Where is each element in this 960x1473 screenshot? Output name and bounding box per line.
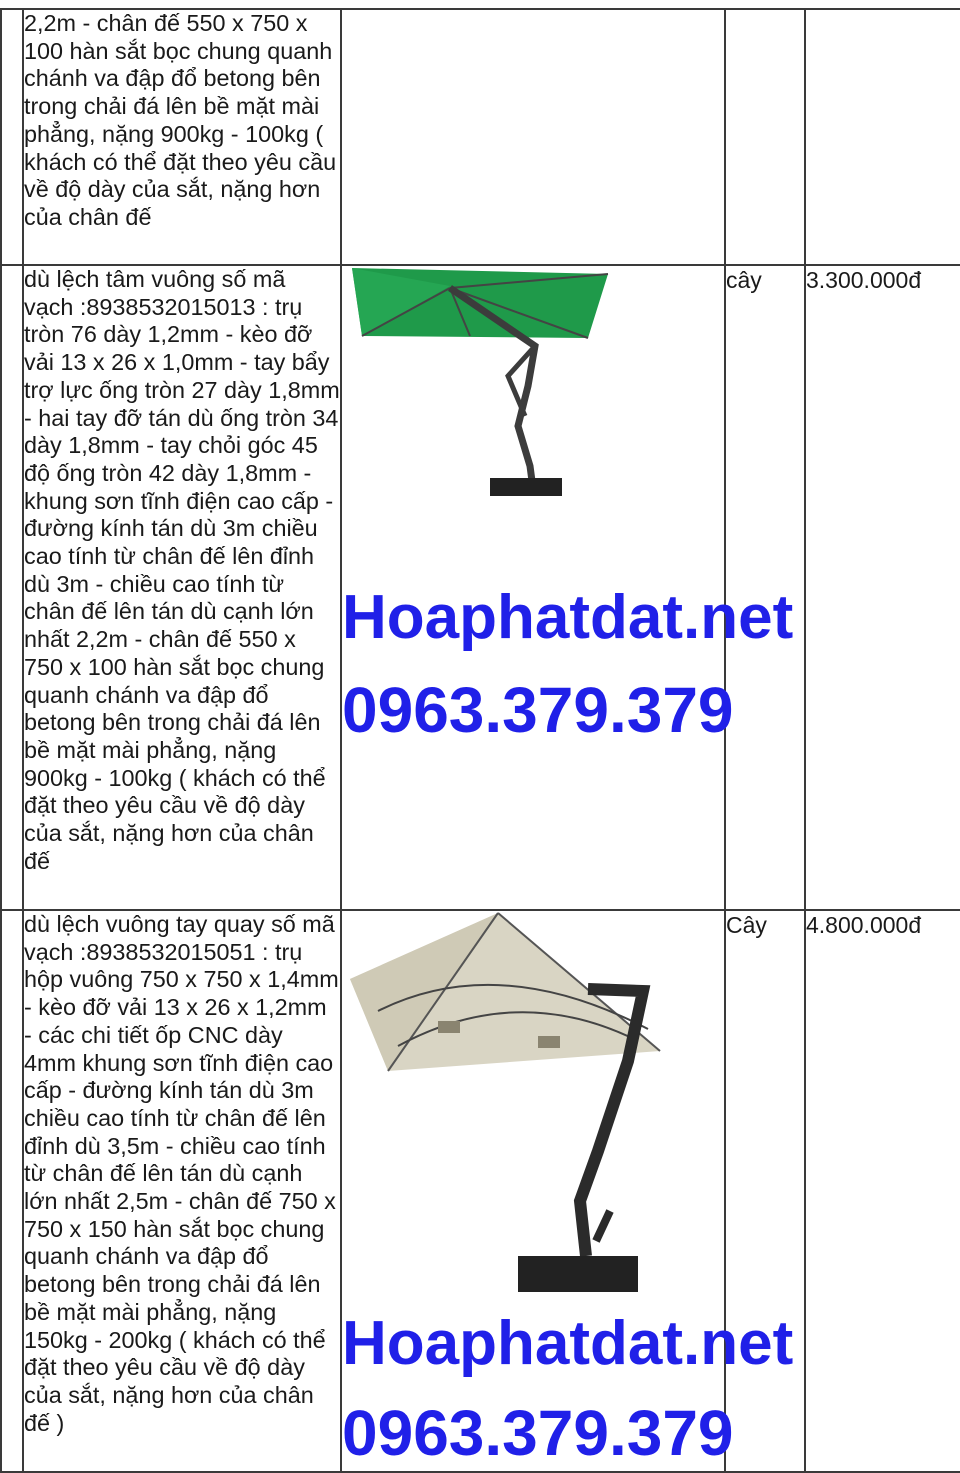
unit-cell <box>725 9 805 265</box>
description-cell: 2,2m - chân đế 550 x 750 x 100 hàn sắt bọc chung quanh chánh va đập đổ betong bên trong chải đá lên bề mặt mài phẳng, nặng 900kg - 100kg ( khách có thể đặt theo yêu cầu về độ dày của sắt, nặng hơn của chân đế <box>23 9 341 265</box>
price-cell: 3.300.000đ <box>805 265 960 910</box>
watermark-site: Hoaphatdat.net <box>342 1309 794 1378</box>
price-table <box>0 8 960 1473</box>
watermark-phone: 0963.379.379 <box>342 674 734 746</box>
watermark-phone: 0963.379.379 <box>342 1397 734 1469</box>
table-row <box>1 9 960 265</box>
cream-square-umbrella-icon <box>348 911 678 1301</box>
index-cell <box>1 9 23 265</box>
table-row <box>1 910 960 1472</box>
green-square-umbrella-icon <box>350 266 610 511</box>
image-cell <box>341 9 725 265</box>
watermark-site: Hoaphatdat.net <box>342 583 794 652</box>
price-cell <box>805 9 960 265</box>
index-cell <box>1 265 23 910</box>
index-cell <box>1 910 23 1472</box>
description-cell: dù lệch vuông tay quay số mã vạch :8938532015051 : trụ hộp vuông 750 x 750 x 1,4mm - kèo đỡ vải 13 x 26 x 1,2mm - các chi tiết ốp CNC dày 4mm khung sơn tĩnh điện cao cấp - đường kính tán dù 3m chiều cao tính từ chân đế lên đỉnh dù 3,5m - chiều cao tính từ chân đế lên tán dù cạnh lớn nhất 2,5m - chân đế 750 x 750 x 150 hàn sắt bọc chung quanh chánh va đập đổ betong bên trong chải đá lên bề mặt mài phẳng, nặng 150kg - 200kg ( khách có thể đặt theo yêu cầu về độ dày của sắt, nặng hơn của chân đế ) <box>23 910 341 1472</box>
unit-cell: cây <box>725 265 805 910</box>
price-cell: 4.800.000đ <box>805 910 960 1472</box>
description-cell: dù lệch tâm vuông số mã vạch :8938532015013 : trụ tròn 76 dày 1,2mm - kèo đỡ vải 13 x 26 x 1,0mm - tay bẩy trợ lực ống tròn 27 dày 1,8mm - hai tay đỡ tán dù ống tròn 34 dày 1,8mm - tay chỏi góc 45 độ ống tròn 42 dày 1,8mm - khung sơn tĩnh điện cao cấp - đường kính tán dù 3m chiều cao tính từ chân đế lên đỉnh dù 3m - chiều cao tính từ chân đế lên tán dù cạnh lớn nhất 2,2m - chân đế 550 x 750 x 100 hàn sắt bọc chung quanh chánh va đập đổ betong bên trong chải đá lên bề mặt mài phẳng, nặng 900kg - 100kg ( khách có thể đặt theo yêu cầu về độ dày của sắt, nặng hơn của chân đế <box>23 265 341 910</box>
table-row <box>1 265 960 910</box>
unit-cell: Cây <box>725 910 805 1472</box>
